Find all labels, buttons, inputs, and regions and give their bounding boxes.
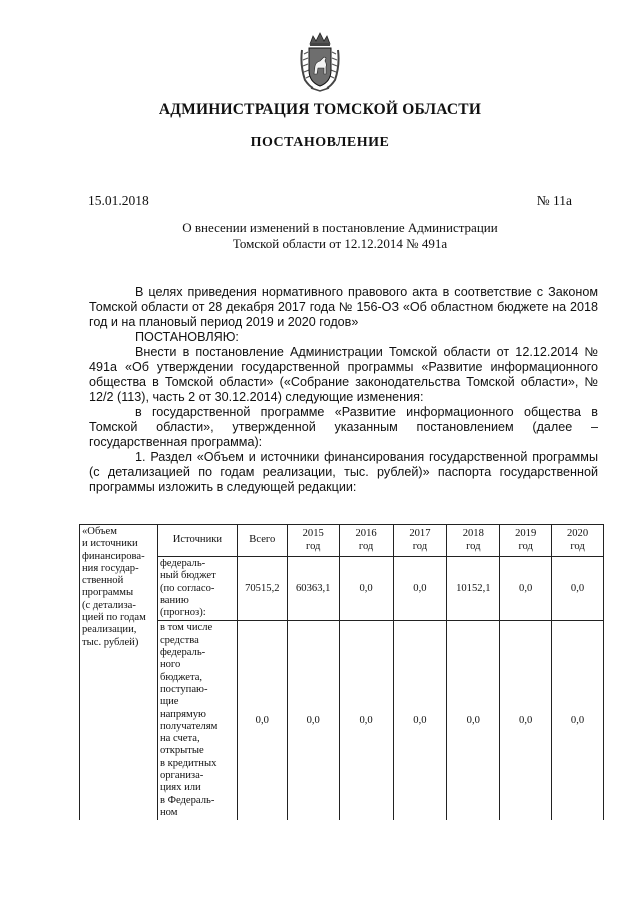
coat-of-arms-icon [299,30,341,92]
organization-title: АДМИНИСТРАЦИЯ ТОМСКОЙ ОБЛАСТИ [158,101,482,118]
document-subject [150,220,530,252]
source-cell: федераль- ный бюджет (по согласо- ванию (прогноз): [157,557,237,621]
value-cell: 60363,1 [287,557,339,621]
table-header-row [80,525,604,557]
document-date: 15.01.2018 [88,193,149,208]
body-paragraph-2: ПОСТАНОВЛЯЮ: [135,330,239,344]
subject-line-2: Томской области от 12.12.2014 № 491а [232,236,448,251]
value-cell: 0,0 [339,621,393,820]
value-cell: 0,0 [500,557,552,621]
header-cell: Источники [157,525,237,557]
table-row [80,557,604,621]
header-cell: 2015 год [287,525,339,557]
table-first-column [80,525,158,821]
table-first-column-text: «Объем и источники финансирова- ния государ- ственной программы (с детализа- цией по годам реализации, тыс. рублей) [82,526,146,648]
header-cell: 2017 год [393,525,447,557]
document-body [89,285,598,495]
document-number: № 11а [536,193,572,208]
value-cell: 10152,1 [447,557,500,621]
value-cell: 0,0 [339,557,393,621]
value-cell: 0,0 [287,621,339,820]
value-cell: 0,0 [393,557,447,621]
header-cell: 2019 год [500,525,552,557]
financing-table [79,524,604,820]
body-paragraph-1: В целях приведения нормативного правового акта в соответствие с Законом Томской области от 28 декабря 2017 года № 156-ОЗ «Об областном бюджете на 2018 год и на плановый период 2019 и 2020 годов» [89,285,598,329]
value-cell: 0,0 [552,621,604,820]
header-cell: 2018 год [447,525,500,557]
table-row [80,621,604,820]
header-cell: Всего [237,525,287,557]
value-cell: 0,0 [237,621,287,820]
value-cell: 70515,2 [237,557,287,621]
value-cell: 0,0 [500,621,552,820]
body-paragraph-4: в государственной программе «Развитие информационного общества в Томской области», утвержденной указанным постановлением (далее – государственная программа): [89,405,598,449]
value-cell: 0,0 [393,621,447,820]
body-paragraph-5: 1. Раздел «Объем и источники финансирования государственной программы (с детализацией по годам реализации, тыс. рублей)» паспорта государственной программы изложить в следующей редакции: [89,450,598,494]
source-cell: в том числе средства федераль- ного бюджета, поступаю- щие напрямую получателям на счета, открытые в кредитных организа- циях или в Федераль- ном [157,621,237,820]
body-paragraph-3: Внести в постановление Администрации Томской области от 12.12.2014 № 491а «Об утверждении государственной программы «Развитие информационного общества в Томской области» («Собрание законодательства Томской области», № 12/2 (113), часть 2 от 30.12.2014) следующие изменения: [89,345,598,404]
subject-line-1: О внесении изменений в постановление Администрации [182,220,498,235]
value-cell: 0,0 [552,557,604,621]
value-cell: 0,0 [447,621,500,820]
header-cell: 2016 год [339,525,393,557]
document-type: ПОСТАНОВЛЕНИЕ [250,135,390,150]
header-cell: 2020 год [552,525,604,557]
